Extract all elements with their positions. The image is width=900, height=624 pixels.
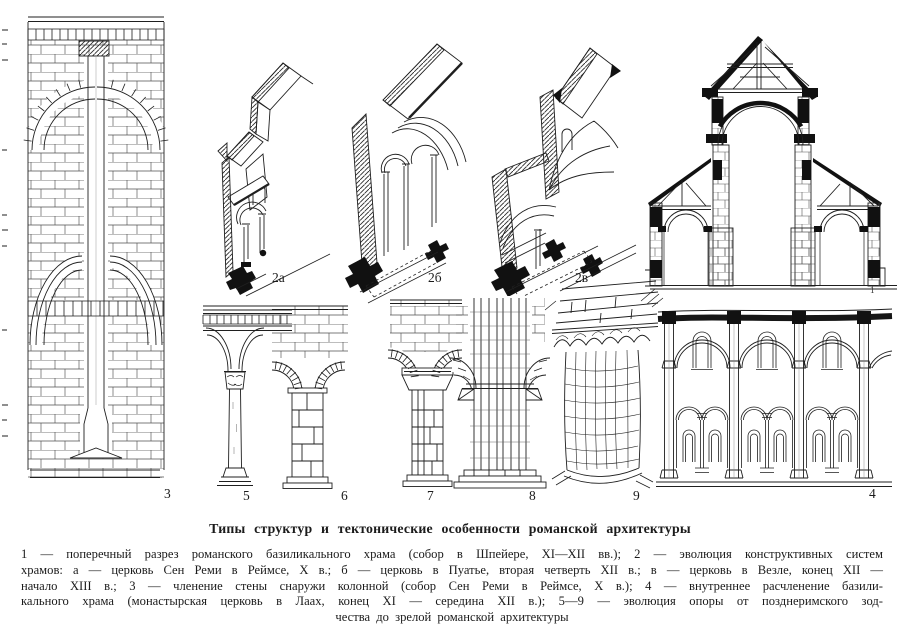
figure-label-7: 7 — [427, 488, 434, 503]
figure-cross-section-drawing — [645, 36, 897, 289]
figure-label-5: 5 — [243, 488, 250, 503]
figure-label-4: 4 — [869, 486, 876, 501]
figure-label-2b: 2б — [428, 270, 442, 285]
figure-label-2v: 2в — [575, 270, 589, 285]
figure-label-8: 8 — [529, 488, 536, 503]
figure-2v-isometric-drawing — [491, 48, 636, 298]
figure-caption-line: начало XIII в.; 3 — членение стены снаружи колонной (собор Сен Реми в Реймсе, X в.); 4 — внутреннее расчленение базили- — [21, 578, 883, 593]
figure-pier9-drawing — [545, 281, 663, 488]
figure-2b-isometric-drawing — [345, 44, 466, 303]
figure-pier6-drawing — [272, 306, 348, 489]
figure-label-9: 9 — [633, 488, 640, 503]
figure-pier8-drawing — [450, 296, 550, 488]
figure-label-1: 1 — [870, 285, 875, 295]
figure-caption-line: храмов: а — церковь Сен Реми в Реймсе, X в.; б — церковь в Пуатье, вторая четверть XII в.; в — церковь в Везле, конец XII — — [21, 562, 883, 577]
figure-caption-line: чества до зрелой романской архитектуры — [335, 610, 569, 624]
figure-label-6: 6 — [341, 488, 348, 503]
figure-label-2a: 2а — [272, 270, 285, 285]
figure-pier7-drawing — [388, 300, 462, 487]
figure-2a-isometric-drawing — [218, 63, 330, 296]
figure-caption — [21, 547, 883, 624]
figure-caption-line: кального храма (монастырская церковь в Лаах, конец XI — середина XII в.); 5—9 — эволюция опоры от позднеримского зод- — [21, 594, 883, 609]
figure-wall-elevation-drawing — [2, 17, 168, 478]
figure-label-3: 3 — [164, 486, 171, 501]
figure-interior-elevation-drawing — [656, 309, 892, 487]
figure-caption-line: 1 — поперечный разрез романского базиликального храма (собор в Шпейере, XI—XII вв.); 2 — эволюция конструктивных систем — [21, 547, 883, 561]
figure-title: Типы структур и тектонические особенности романской архитектуры — [209, 521, 691, 536]
